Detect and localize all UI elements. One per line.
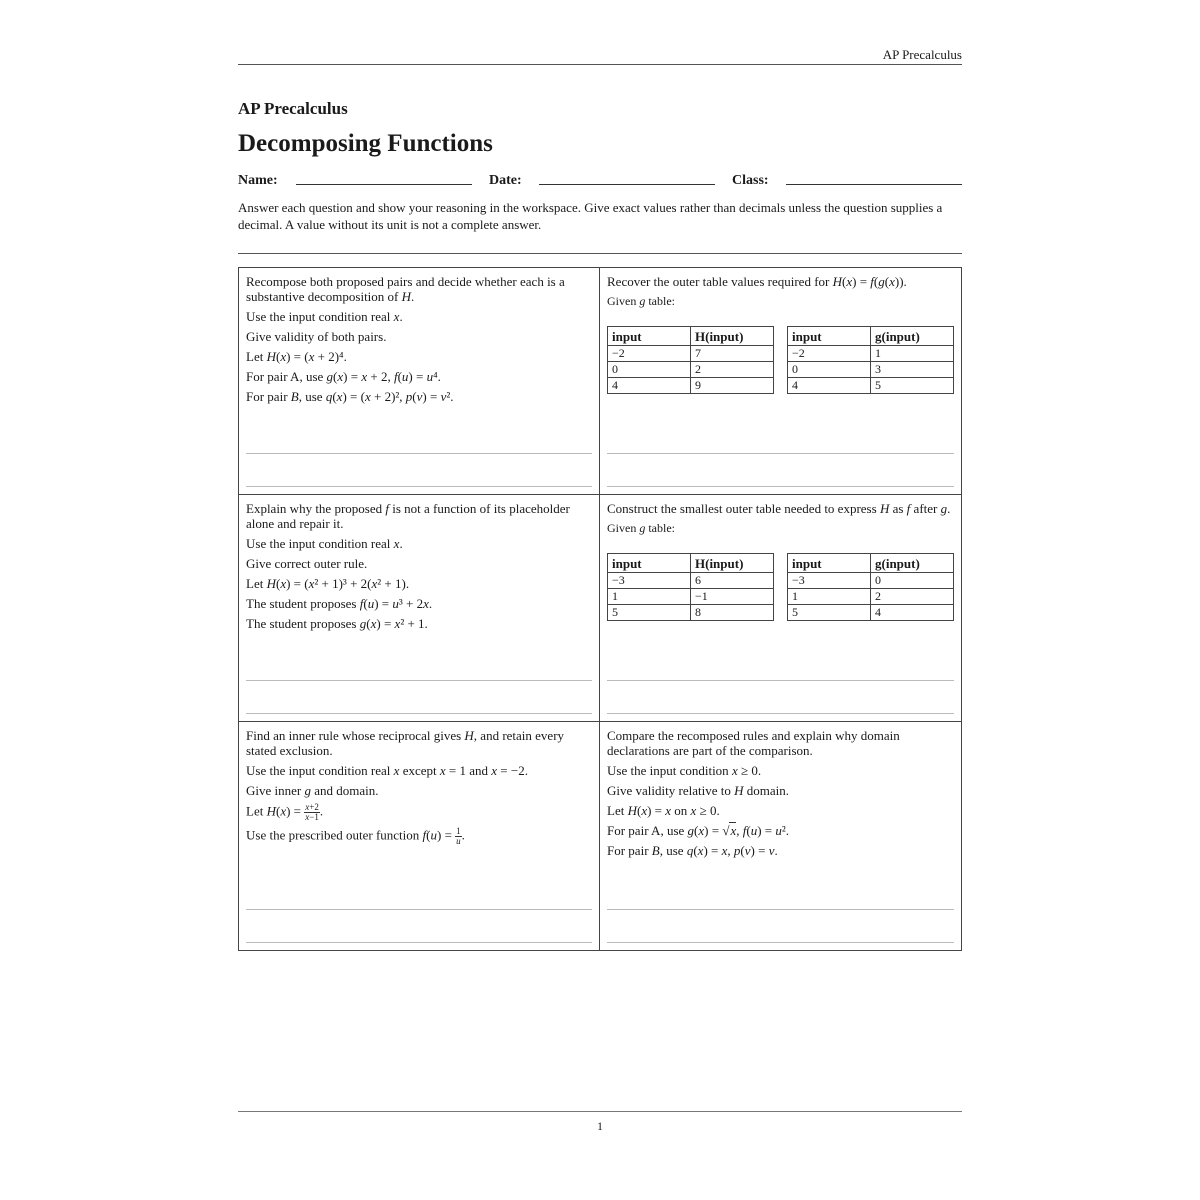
problem-6 <box>600 722 961 950</box>
table-row <box>788 362 954 378</box>
class-label: Class: <box>732 173 769 188</box>
problem-5 <box>239 722 600 950</box>
instructions: Answer each question and show your reasoning in the workspace. Give exact values rather than decimals unless the question supplies a decimal. A value without its unit is not a complete answer. <box>238 200 943 232</box>
table-cell: 0 <box>608 362 691 378</box>
table-cell: 2 <box>691 362 774 378</box>
footer-rule <box>238 1111 962 1112</box>
problem-line: Give inner g and domain. <box>246 783 379 798</box>
problem-line: Use the prescribed outer function f(u) = $\frac{1}{u}$ . <box>246 826 465 846</box>
table-cell: 1 <box>608 589 691 605</box>
table-cell: 7 <box>691 346 774 362</box>
problem-line: Use the input condition real x. <box>246 309 403 324</box>
column-header: input <box>608 327 691 346</box>
table-cell: 4 <box>788 378 871 394</box>
page-title: Decomposing Functions <box>238 130 493 157</box>
table-cell: 0 <box>871 573 954 589</box>
problem-line: Use the input condition x ≥ 0. <box>607 763 762 778</box>
problem-4 <box>600 495 961 722</box>
problem-line: Give validity relative to H domain. <box>607 783 789 798</box>
answer-line[interactable] <box>607 486 954 487</box>
name-label: Name: <box>238 173 278 188</box>
problem-line: For pair A, use g(x) = x + 2, f(u) = u⁴. <box>246 369 441 384</box>
student-info-row <box>238 173 962 193</box>
fraction: $\frac{1}{u}$ <box>456 826 461 846</box>
value-tables <box>607 553 954 623</box>
answer-line[interactable] <box>607 713 954 714</box>
problem-line: The student proposes f(u) = u³ + 2x. <box>246 596 433 611</box>
table-row <box>608 573 774 589</box>
table-cell: 5 <box>871 378 954 394</box>
h-value-table <box>607 326 774 394</box>
page-number: 1 <box>597 1119 603 1133</box>
table-cell: 6 <box>691 573 774 589</box>
column-header: input <box>608 554 691 573</box>
instructions-rule <box>238 253 962 254</box>
table-row <box>788 378 954 394</box>
table-row <box>788 589 954 605</box>
problem-line: For pair B, use q(x) = x, p(v) = v. <box>607 843 778 858</box>
answer-line[interactable] <box>246 909 592 910</box>
table-row <box>788 605 954 621</box>
table-row <box>608 378 774 394</box>
course-name: AP Precalculus <box>238 99 348 118</box>
class-field[interactable] <box>786 184 962 185</box>
worksheet-page <box>238 0 962 1200</box>
table-row <box>608 346 774 362</box>
fraction: $\frac{x+2}{x-1}$ <box>305 802 319 822</box>
problem-prompt: Compare the recomposed rules and explain why domain declarations are part of the comparison. <box>607 728 900 758</box>
answer-line[interactable] <box>246 486 592 487</box>
table-row <box>608 362 774 378</box>
given-label: Given g table: <box>607 294 675 308</box>
problem-2 <box>600 268 961 495</box>
h-value-table <box>607 553 774 621</box>
name-field[interactable] <box>296 184 472 185</box>
table-row <box>788 573 954 589</box>
problem-line: Let H(x) = (x² + 1)³ + 2(x² + 1). <box>246 576 410 591</box>
problem-prompt: Recompose both proposed pairs and decide whether each is a substantive decomposition of H. <box>246 274 565 304</box>
problem-1 <box>239 268 600 495</box>
problem-line: Let H(x) = x on x ≥ 0. <box>607 803 720 818</box>
table-cell: 0 <box>788 362 871 378</box>
problem-prompt: Explain why the proposed f is not a function of its placeholder alone and repair it. <box>246 501 570 531</box>
g-value-table <box>787 553 954 621</box>
table-row <box>608 605 774 621</box>
table-cell: −3 <box>788 573 871 589</box>
table-cell: 3 <box>871 362 954 378</box>
header-rule <box>238 64 962 65</box>
table-cell: 1 <box>788 589 871 605</box>
problem-prompt: Find an inner rule whose reciprocal gives H, and retain every stated exclusion. <box>246 728 565 758</box>
table-cell: 1 <box>871 346 954 362</box>
problem-line: Use the input condition real x. <box>246 536 403 551</box>
table-cell: −2 <box>608 346 691 362</box>
problem-line: Let H(x) = (x + 2)⁴. <box>246 349 347 364</box>
problem-line: For pair B, use q(x) = (x + 2)², p(v) = v². <box>246 389 454 404</box>
date-label: Date: <box>489 173 522 188</box>
table-cell: −3 <box>608 573 691 589</box>
table-cell: 4 <box>608 378 691 394</box>
answer-line[interactable] <box>607 909 954 910</box>
answer-line[interactable] <box>246 453 592 454</box>
table-cell: 9 <box>691 378 774 394</box>
date-field[interactable] <box>539 184 715 185</box>
column-header: H(input) <box>691 554 774 573</box>
table-row <box>608 589 774 605</box>
given-label: Given g table: <box>607 521 675 535</box>
table-cell: −1 <box>691 589 774 605</box>
problem-line: Give correct outer rule. <box>246 556 368 571</box>
table-cell: 8 <box>691 605 774 621</box>
running-header: AP Precalculus <box>882 47 962 62</box>
problem-3 <box>239 495 600 722</box>
problem-prompt: Recover the outer table values required for H(x) = f(g(x)). <box>607 274 907 289</box>
answer-line[interactable] <box>607 680 954 681</box>
table-cell: 4 <box>871 605 954 621</box>
table-cell: −2 <box>788 346 871 362</box>
problem-grid <box>238 267 962 951</box>
table-cell: 2 <box>871 589 954 605</box>
answer-line[interactable] <box>607 942 954 943</box>
column-header: input <box>788 554 871 573</box>
value-tables <box>607 326 954 396</box>
table-cell: 5 <box>788 605 871 621</box>
table-cell: 5 <box>608 605 691 621</box>
answer-line[interactable] <box>246 942 592 943</box>
problem-line: Let H(x) = $\frac{x+2}{x-1}$ . <box>246 802 324 822</box>
problem-line: Use the input condition real x except x = 1 and x = −2. <box>246 763 528 778</box>
problem-line: Give validity of both pairs. <box>246 329 387 344</box>
g-value-table <box>787 326 954 394</box>
table-row <box>788 346 954 362</box>
column-header: g(input) <box>871 327 954 346</box>
column-header: H(input) <box>691 327 774 346</box>
problem-line: The student proposes g(x) = x² + 1. <box>246 616 428 631</box>
column-header: input <box>788 327 871 346</box>
answer-line[interactable] <box>246 680 592 681</box>
problem-line: For pair A, use g(x) = √x, f(u) = u². <box>607 823 790 838</box>
answer-line[interactable] <box>607 453 954 454</box>
answer-line[interactable] <box>246 713 592 714</box>
column-header: g(input) <box>871 554 954 573</box>
problem-prompt: Construct the smallest outer table needed to express H as f after g. <box>607 501 951 516</box>
